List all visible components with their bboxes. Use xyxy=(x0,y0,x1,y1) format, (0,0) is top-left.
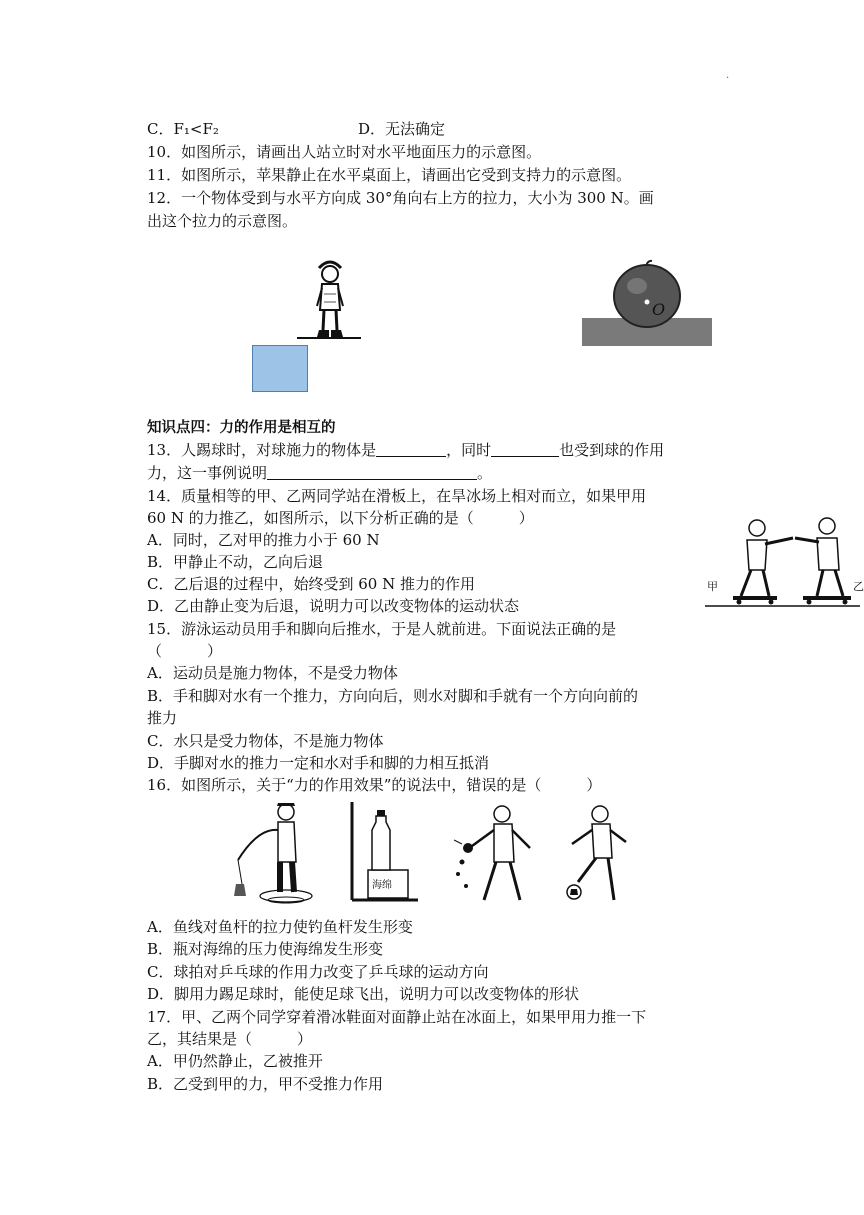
q14-line2: 60 N 的力推乙，如图所示，以下分析正确的是（ ） xyxy=(147,509,534,527)
sponge-label: 海绵 xyxy=(372,880,392,891)
q15-line1: 15．游泳运动员用手和脚向后推水，于是人就前进。下面说法正确的是 xyxy=(147,620,617,638)
q12-line2: 出这个拉力的示意图。 xyxy=(147,212,298,230)
skateboard-push-figure xyxy=(705,512,864,610)
q15-option-a: A．运动员是施力物体，不是受力物体 xyxy=(147,664,398,682)
table-tennis-figure xyxy=(450,800,542,910)
q13-text-d: 力，这一事例说明 xyxy=(147,464,268,482)
q13-blank-3[interactable] xyxy=(267,464,477,480)
q10-text: 10．如图所示，请画出人站立时对水平地面压力的示意图。 xyxy=(147,143,542,161)
q13-blank-2[interactable] xyxy=(491,441,559,457)
q16-option-c: C．球拍对乒乓球的作用力改变了乒乓球的运动方向 xyxy=(147,963,489,981)
q13-text-a: 13．人踢球时，对球施力的物体是 xyxy=(147,441,377,459)
apple-on-table-figure xyxy=(582,262,712,346)
q12-line1: 12．一个物体受到与水平方向成 30°角向右上方的拉力，大小为 300 N。画 xyxy=(147,189,654,207)
q17-line1: 17．甲、乙两个同学穿着滑冰鞋面对面静止站在冰面上，如果甲用力推一下 xyxy=(147,1008,647,1026)
q13-text-e: 。 xyxy=(477,464,493,482)
q13-text-b: ，同时 xyxy=(446,441,492,459)
q16-line1: 16．如图所示，关于“力的作用效果”的说法中，错误的是（ ） xyxy=(147,776,602,794)
q15-option-b-line2: 推力 xyxy=(147,709,178,727)
q13-text-c: 也受到球的作用 xyxy=(559,441,665,459)
q14-option-b: B．甲静止不动，乙向后退 xyxy=(147,553,324,571)
q14-option-d: D．乙由静止变为后退，说明力可以改变物体的运动状态 xyxy=(147,597,520,615)
q15-line2: （ ） xyxy=(147,642,223,660)
standing-person-figure xyxy=(295,258,365,342)
fig-label-yi: 乙 xyxy=(853,580,864,593)
q16-option-d: D．脚用力踢足球时，能使足球飞出，说明力可以改变物体的形状 xyxy=(147,985,580,1003)
q15-option-c: C．水只是受力物体，不是施力物体 xyxy=(147,732,384,750)
q15-option-b-line1: B．手和脚对水有一个推力，方向向后，则水对脚和手就有一个方向向前的 xyxy=(147,687,639,705)
fig-label-jia: 甲 xyxy=(707,580,718,593)
bottle-sponge-figure xyxy=(348,800,420,910)
q14-option-a: A．同时，乙对甲的推力小于 60 N xyxy=(147,531,380,549)
q16-option-a: A．鱼线对鱼杆的拉力使钓鱼杆发生形变 xyxy=(147,918,413,936)
blue-square-figure xyxy=(252,345,308,392)
apple-point-label: O xyxy=(652,300,666,319)
q14-line1: 14．质量相等的甲、乙两同学站在滑板上，在旱冰场上相对而立，如果甲用 xyxy=(147,487,647,505)
q13-line1 xyxy=(147,440,664,460)
q15-option-d: D．手脚对水的推力一定和水对手和脚的力相互抵消 xyxy=(147,754,490,772)
q9-option-d: D．无法确定 xyxy=(358,120,446,138)
kick-football-figure xyxy=(556,800,636,910)
section-title: 知识点四：力的作用是相互的 xyxy=(147,420,336,436)
q11-text: 11．如图所示，苹果静止在水平桌面上，请画出它受到支持力的示意图。 xyxy=(147,166,632,184)
q17-option-a: A．甲仍然静止，乙被推开 xyxy=(147,1052,323,1070)
q13-blank-1[interactable] xyxy=(376,441,446,457)
q17-line2: 乙，其结果是（ ） xyxy=(147,1030,313,1048)
q17-option-b: B．乙受到甲的力，甲不受推力作用 xyxy=(147,1075,384,1093)
q9-option-c: C．F₁<F₂ xyxy=(147,120,219,138)
q13-line2 xyxy=(147,463,492,483)
page-dot: . xyxy=(726,70,730,81)
fishing-figure xyxy=(228,800,318,910)
q16-option-b: B．瓶对海绵的压力使海绵发生形变 xyxy=(147,940,384,958)
q14-option-c: C．乙后退的过程中，始终受到 60 N 推力的作用 xyxy=(147,575,475,593)
